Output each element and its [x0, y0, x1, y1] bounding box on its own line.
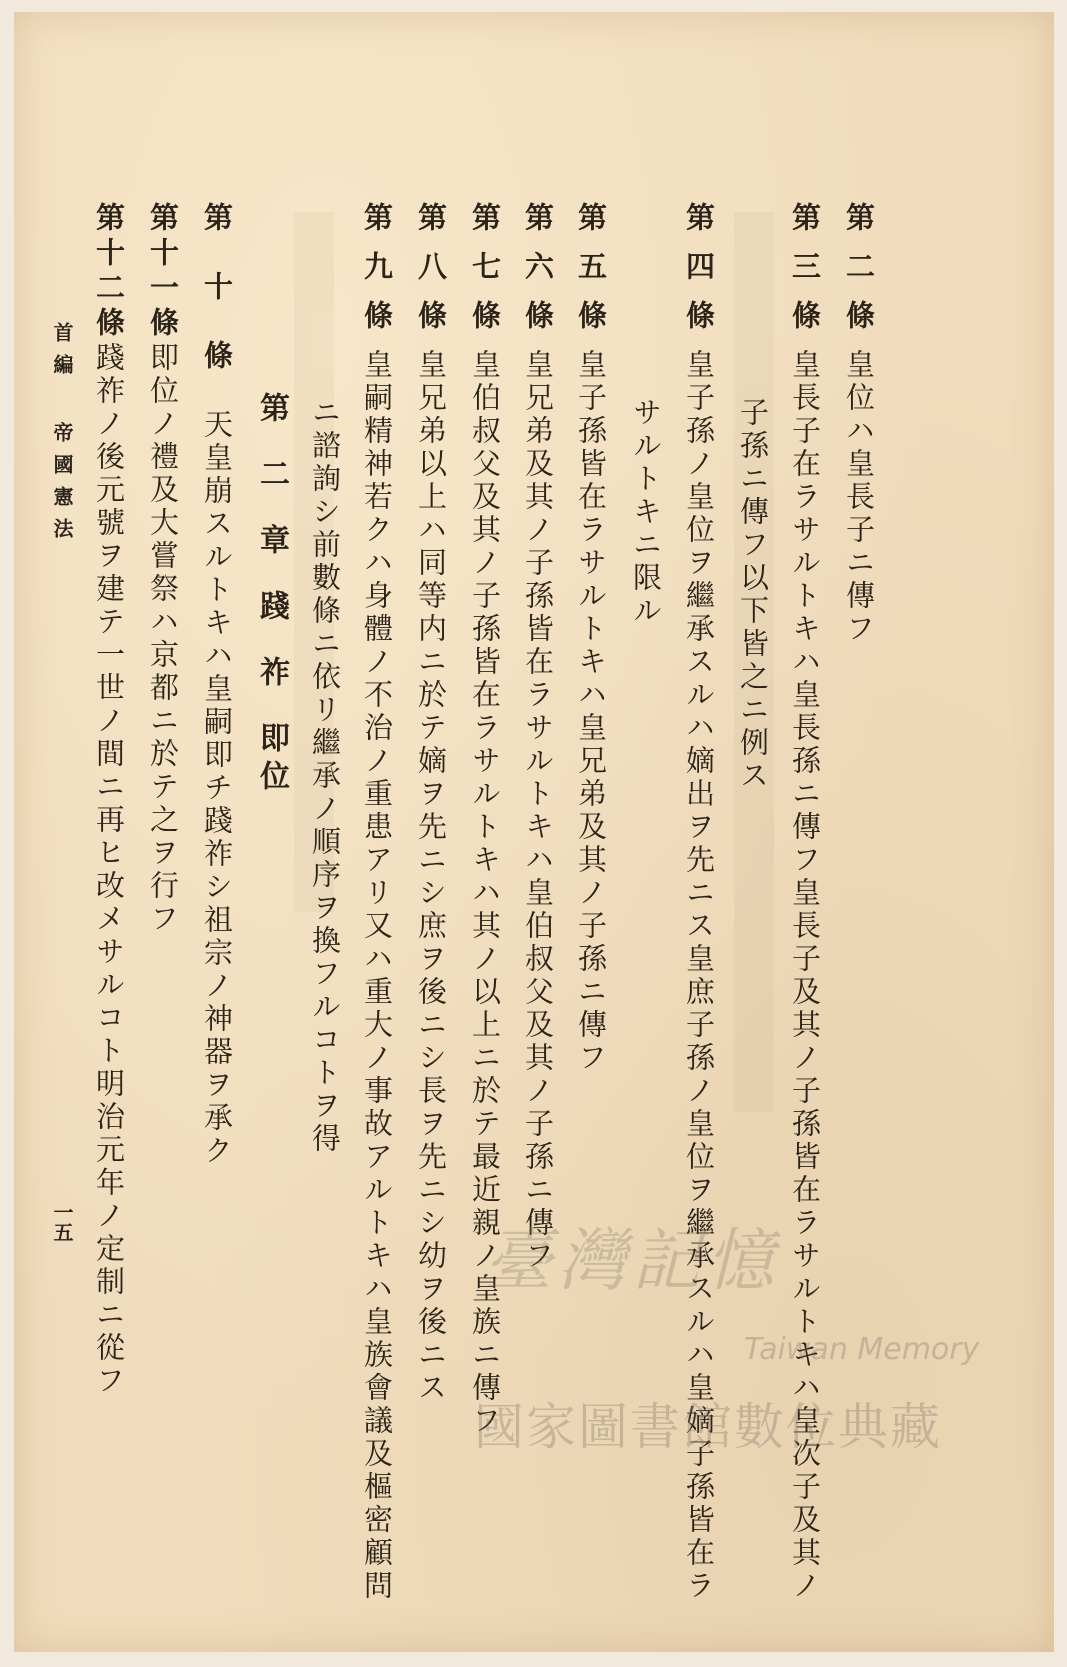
- article-text: 天皇崩スルトキハ皇嗣即チ踐祚シ祖宗ノ神器ヲ承ク: [200, 409, 234, 1168]
- article-text: 踐祚ノ後元號ヲ建テ一世ノ間ニ再ヒ改メサルコト明治元年ノ定制ニ從フ: [92, 342, 126, 1398]
- article-number: 第九條: [360, 202, 394, 349]
- page-number: 一五: [50, 1202, 74, 1242]
- chapter-label: 第二章: [254, 392, 289, 590]
- article-number: 第八條: [414, 202, 448, 349]
- article-text: 即位ノ禮及大嘗祭ハ京都ニ於テ之ヲ行フ: [146, 342, 180, 936]
- article-text: ニ諮詢シ前數條ニ依リ繼承ノ順序ヲ換フルコトヲ得: [308, 397, 342, 1156]
- article-3-continuation: [736, 397, 770, 793]
- chapter-title-b: 即位: [254, 722, 289, 798]
- book-page: [14, 12, 1054, 1652]
- article-text: 皇長子在ラサルトキハ皇長孫ニ傳フ皇長子及其ノ子孫皆在ラサルトキハ皇次子及其ノ: [788, 349, 822, 1603]
- chapter-title-a: 踐祚: [254, 590, 289, 722]
- article-number: 第五條: [574, 202, 608, 349]
- article-number: 第二條: [842, 202, 876, 349]
- article-8: [414, 202, 448, 1405]
- running-title: 首編 帝國憲法: [50, 322, 74, 550]
- article-11: [146, 202, 180, 936]
- article-4-continuation: [629, 397, 663, 628]
- article-10: [200, 202, 234, 1168]
- article-number: 第十二條: [92, 202, 126, 342]
- article-text: 皇兄弟及其ノ子孫皆在ラサルトキハ皇伯叔父及其ノ子孫ニ傳フ: [521, 349, 555, 1273]
- article-text: 皇位ハ皇長子ニ傳フ: [842, 349, 876, 646]
- article-text: 皇嗣精神若クハ身體ノ不治ノ重患アリ又ハ重大ノ事故アルトキハ皇族會議及樞密顧問: [360, 349, 394, 1603]
- article-number: 第三條: [788, 202, 822, 349]
- watermark-library: 國家圖書館數位典藏: [474, 1398, 942, 1456]
- article-5: [574, 202, 608, 1075]
- watermark-logo-en: Taiwan Memory: [744, 1332, 980, 1367]
- article-text: 皇子孫皆在ラサルトキハ皇兄弟及其ノ子孫ニ傳フ: [574, 349, 608, 1075]
- article-text: 皇兄弟以上ハ同等内ニ於テ嫡ヲ先ニシ庶ヲ後ニシ長ヲ先ニシ幼ヲ後ニス: [414, 349, 448, 1405]
- article-12: [92, 202, 126, 1398]
- article-text: 子孫ニ傳フ以下皆之ニ例ス: [736, 397, 770, 793]
- article-number: 第四條: [682, 202, 716, 349]
- article-9-continuation: [308, 397, 342, 1156]
- article-6: [521, 202, 555, 1273]
- article-number: 第七條: [468, 202, 502, 349]
- article-number: 第六條: [521, 202, 555, 349]
- article-9: [360, 202, 394, 1603]
- watermark-logo-cn: 臺灣記憶: [484, 1222, 781, 1301]
- article-text: 皇子孫ノ皇位ヲ繼承スルハ嫡出ヲ先ニス皇庶子孫ノ皇位ヲ繼承スルハ皇嫡子孫皆在ラ: [682, 349, 716, 1603]
- article-number: 第十條: [200, 202, 234, 409]
- article-2: [842, 202, 876, 646]
- article-text: 皇伯叔父及其ノ子孫皆在ラサルトキハ其ノ以上ニ於テ最近親ノ皇族ニ傳フ: [468, 349, 502, 1438]
- article-text: サルトキニ限ル: [629, 397, 663, 628]
- chapter-heading: [254, 392, 289, 798]
- article-number: 第十一條: [146, 202, 180, 342]
